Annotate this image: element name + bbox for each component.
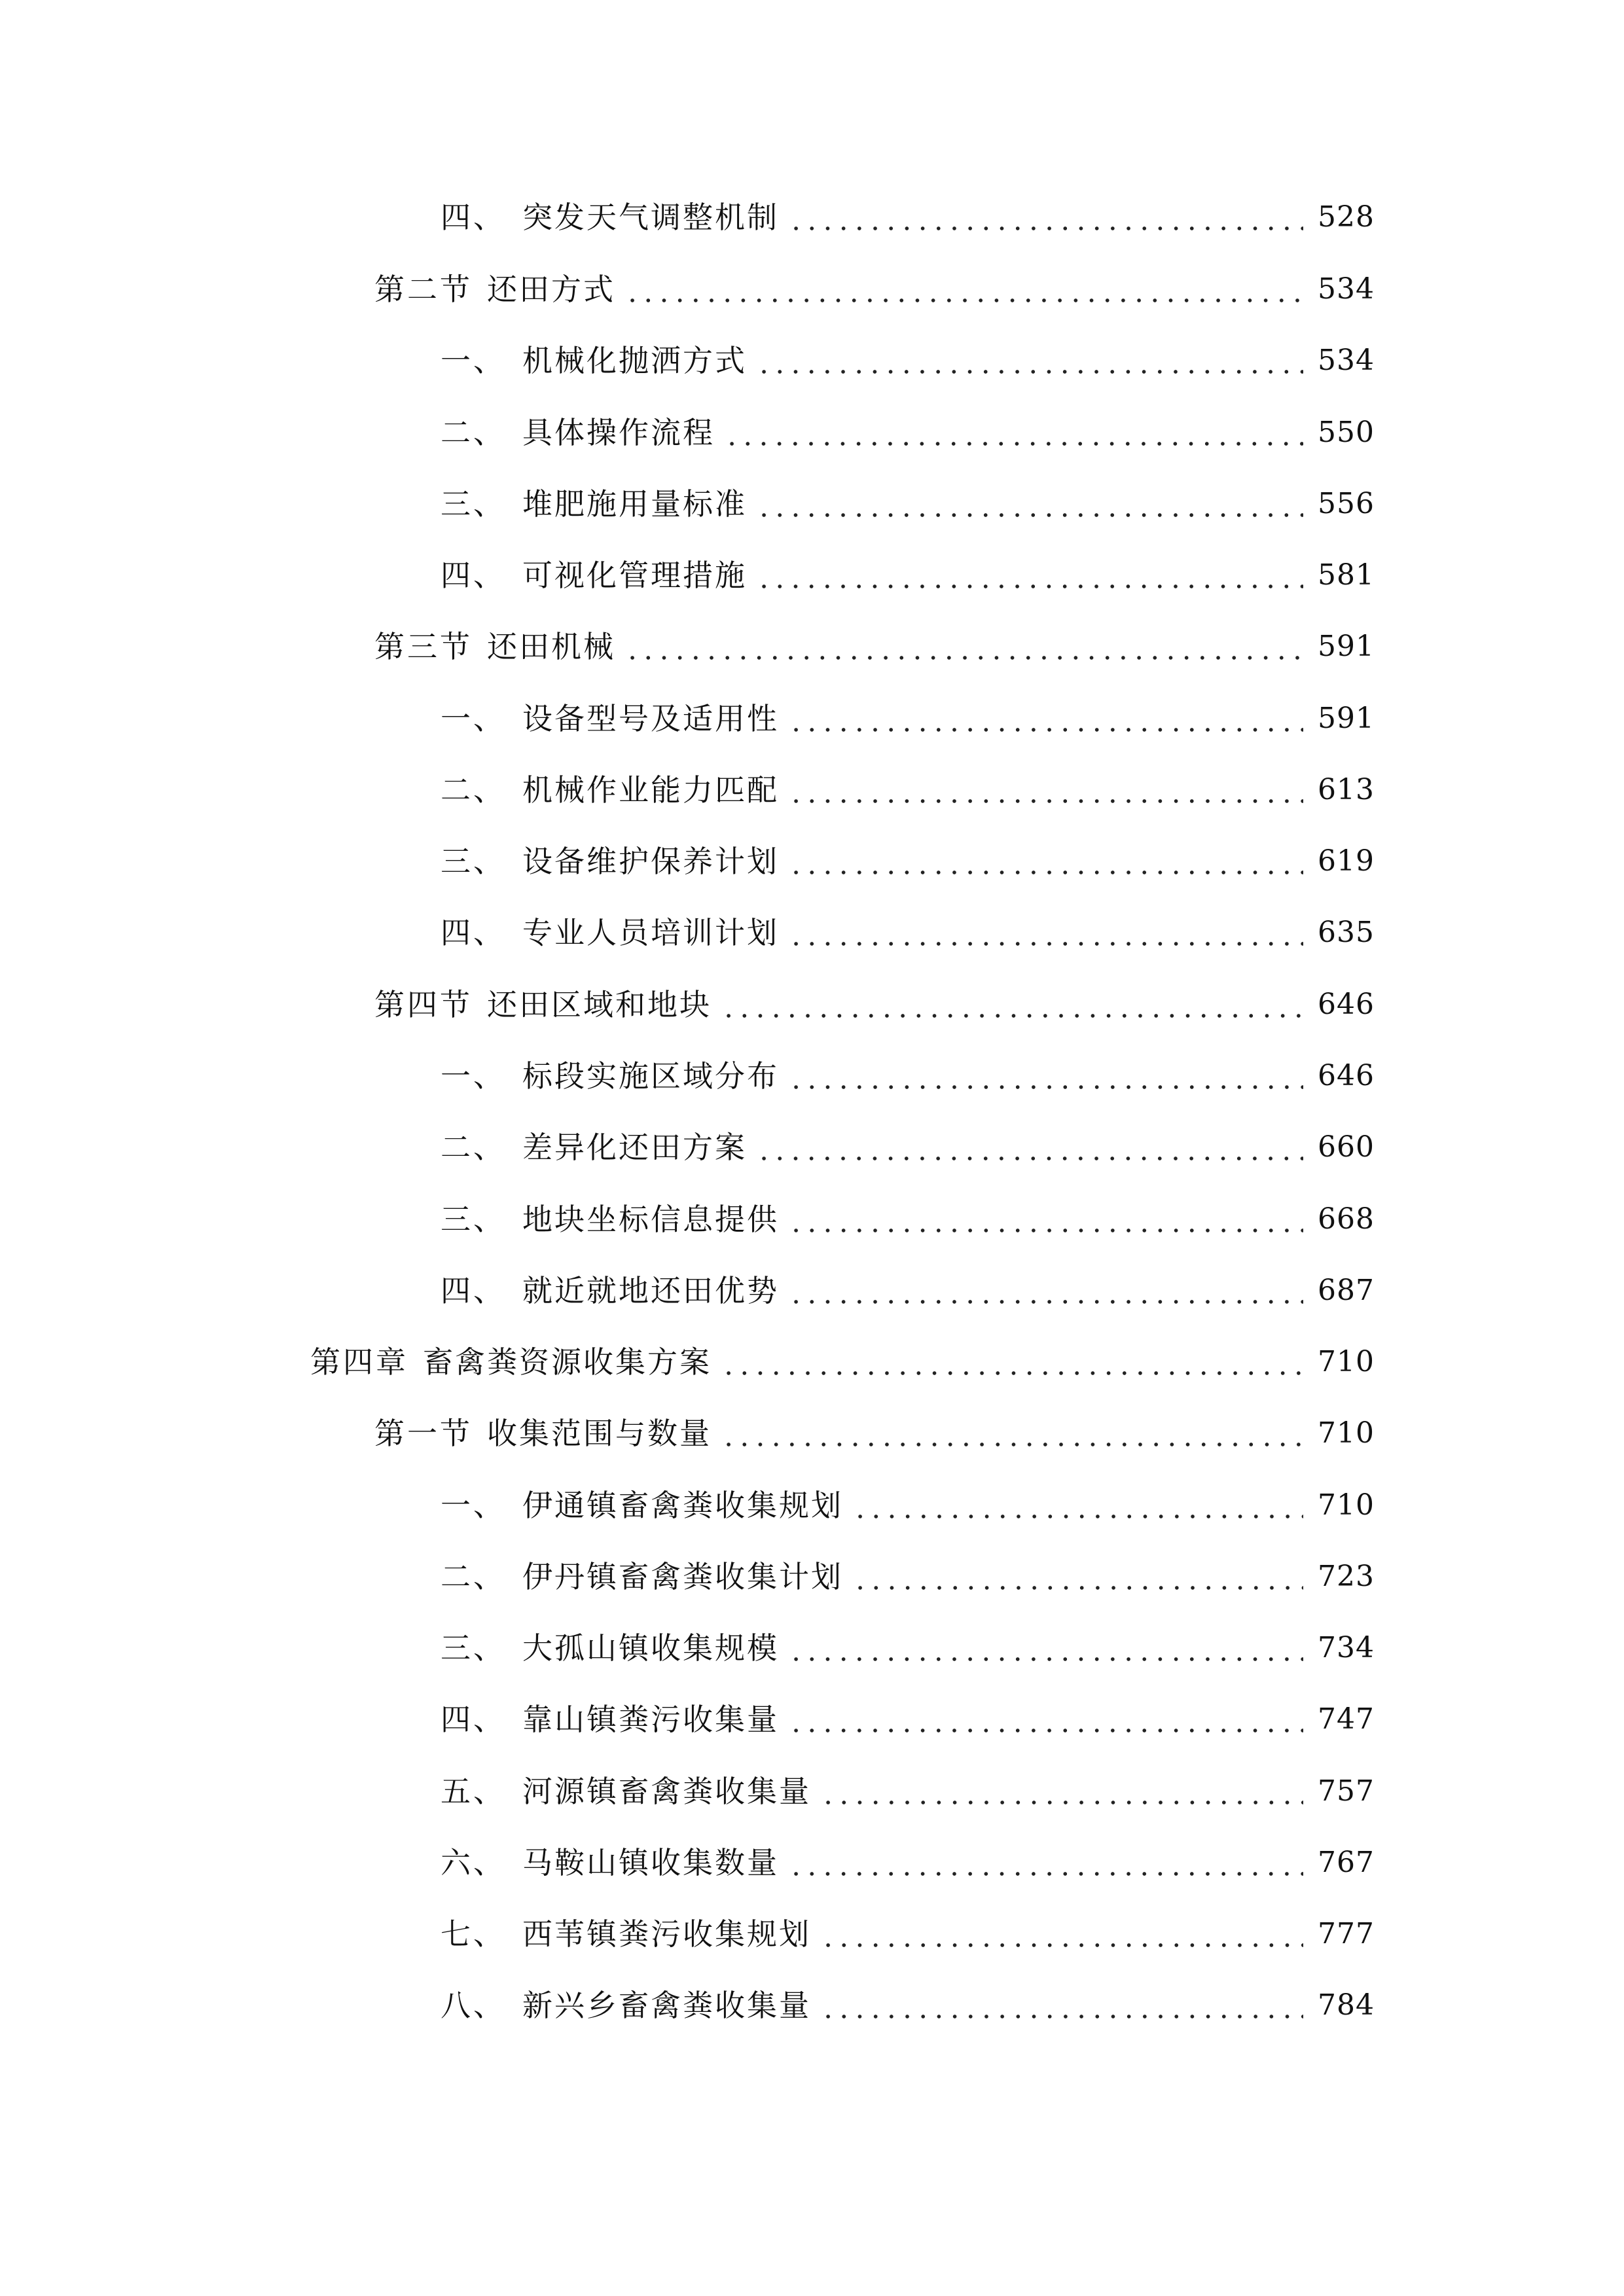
toc-entry-marker: 四、 — [441, 1273, 506, 1308]
toc-entry-title: 伊丹镇畜禽粪收集计划 — [522, 1559, 843, 1594]
toc-entry-page-number: 591 — [1318, 702, 1375, 735]
toc-entry[interactable] — [441, 835, 1375, 888]
toc-entry[interactable] — [441, 334, 1375, 387]
toc-entry-marker: 第四章 — [310, 1344, 408, 1380]
toc-entry-page-number: 747 — [1318, 1702, 1375, 1736]
toc-entry[interactable] — [441, 1622, 1375, 1674]
dot-leader — [724, 406, 1303, 459]
toc-entry-marker: 三、 — [441, 1202, 506, 1237]
toc-entry-marker: 二、 — [441, 1559, 506, 1594]
toc-entry[interactable] — [441, 1551, 1375, 1603]
toc-entry[interactable] — [441, 1693, 1375, 1746]
toc-entry-title: 河源镇畜禽粪收集量 — [522, 1774, 811, 1809]
toc-entry-page-number: 556 — [1318, 487, 1375, 520]
dot-leader — [788, 1265, 1303, 1317]
toc-entry-marker: 四、 — [441, 558, 506, 593]
toc-entry-page-number: 591 — [1318, 630, 1375, 663]
dot-leader — [788, 764, 1303, 816]
toc-entry-title: 机械作业能力匹配 — [522, 772, 779, 808]
toc-entry-marker: 一、 — [441, 343, 506, 378]
toc-entry-title: 收集范围与数量 — [487, 1416, 712, 1451]
toc-entry-title: 新兴乡畜禽粪收集量 — [522, 1988, 811, 2023]
dot-leader — [756, 334, 1303, 387]
toc-entry-title: 马鞍山镇收集数量 — [522, 1845, 779, 1880]
dot-leader — [756, 478, 1303, 530]
toc-entry-marker: 第一节 — [374, 1416, 473, 1451]
toc-entry-page-number: 710 — [1318, 1488, 1375, 1522]
toc-entry-page-number: 646 — [1318, 988, 1375, 1021]
dot-leader — [820, 1979, 1303, 2032]
toc-entry[interactable] — [441, 1265, 1375, 1317]
dot-leader — [721, 1336, 1303, 1388]
toc-entry-marker: 第四节 — [374, 987, 473, 1022]
toc-entry-marker: 一、 — [441, 701, 506, 736]
toc-entry-title: 靠山镇粪污收集量 — [522, 1702, 779, 1737]
dot-leader — [788, 1693, 1303, 1746]
toc-entry-marker: 四、 — [441, 200, 506, 235]
toc-entry-title: 还田方式 — [487, 272, 615, 307]
toc-entry[interactable] — [441, 1050, 1375, 1102]
dot-leader — [788, 1050, 1303, 1102]
toc-entry-page-number: 710 — [1318, 1345, 1375, 1378]
toc-entry-title: 西苇镇粪污收集规划 — [522, 1916, 811, 1952]
toc-entry-title: 差异化还田方案 — [522, 1130, 747, 1165]
toc-entry-page-number: 687 — [1318, 1274, 1375, 1307]
toc-entry[interactable] — [441, 906, 1375, 959]
toc-entry[interactable] — [374, 1407, 1375, 1460]
dot-leader — [820, 1765, 1303, 1818]
toc-entry[interactable] — [441, 478, 1375, 530]
dot-leader — [721, 1407, 1303, 1460]
dot-leader — [624, 263, 1303, 315]
toc-entry-title: 还田区域和地块 — [487, 987, 712, 1022]
dot-leader — [721, 978, 1303, 1031]
toc-entry[interactable] — [441, 1121, 1375, 1174]
toc-entry[interactable] — [441, 1193, 1375, 1246]
dot-leader — [852, 1479, 1303, 1532]
toc-entry-title: 设备型号及适用性 — [522, 701, 779, 736]
toc-entry-page-number: 534 — [1318, 272, 1375, 306]
toc-entry-title: 就近就地还田优势 — [522, 1273, 779, 1308]
toc-entry-title: 具体操作流程 — [522, 415, 715, 450]
toc-entry[interactable] — [374, 620, 1375, 673]
toc-entry-marker: 六、 — [441, 1845, 506, 1880]
toc-entry[interactable] — [441, 692, 1375, 745]
toc-entry-marker: 五、 — [441, 1774, 506, 1809]
toc-entry-marker: 三、 — [441, 1630, 506, 1666]
toc-entry-page-number: 619 — [1318, 844, 1375, 878]
toc-entry-page-number: 777 — [1318, 1917, 1375, 1950]
toc-entry-page-number: 668 — [1318, 1202, 1375, 1236]
toc-entry-title: 机械化抛洒方式 — [522, 343, 747, 378]
toc-entry-marker: 八、 — [441, 1988, 506, 2023]
toc-entry[interactable] — [441, 549, 1375, 601]
toc-entry-page-number: 710 — [1318, 1416, 1375, 1450]
toc-entry-page-number: 613 — [1318, 773, 1375, 806]
dot-leader — [788, 191, 1303, 243]
dot-leader — [788, 1193, 1303, 1246]
toc-entry-title: 地块坐标信息提供 — [522, 1202, 779, 1237]
toc-entry[interactable] — [374, 263, 1375, 315]
toc-entry-marker: 第二节 — [374, 272, 473, 307]
toc-entry-title: 标段实施区域分布 — [522, 1058, 779, 1094]
toc-entry-marker: 一、 — [441, 1058, 506, 1094]
toc-entry-page-number: 646 — [1318, 1059, 1375, 1092]
toc-entry-marker: 二、 — [441, 1130, 506, 1165]
toc-entry-title: 堆肥施用量标准 — [522, 486, 747, 522]
dot-leader — [788, 835, 1303, 888]
dot-leader — [756, 549, 1303, 601]
toc-entry[interactable] — [441, 1908, 1375, 1960]
dot-leader — [788, 692, 1303, 745]
toc-entry-page-number: 528 — [1318, 200, 1375, 234]
toc-entry-title: 设备维护保养计划 — [522, 844, 779, 879]
toc-entry-page-number: 757 — [1318, 1774, 1375, 1808]
toc-entry-page-number: 581 — [1318, 558, 1375, 592]
toc-entry-title: 可视化管理措施 — [522, 558, 747, 593]
toc-entry-title: 伊通镇畜禽粪收集规划 — [522, 1488, 843, 1523]
toc-entry[interactable] — [374, 978, 1375, 1031]
dot-leader — [624, 620, 1303, 673]
toc-entry-page-number: 784 — [1318, 1988, 1375, 2022]
toc-entry[interactable] — [441, 406, 1375, 459]
toc-entry-marker: 四、 — [441, 1702, 506, 1737]
toc-entry-title: 大孤山镇收集规模 — [522, 1630, 779, 1666]
toc-entry[interactable] — [441, 191, 1375, 243]
toc-entry[interactable] — [441, 764, 1375, 816]
dot-leader — [788, 906, 1303, 959]
toc-entry-page-number: 723 — [1318, 1560, 1375, 1593]
toc-entry-page-number: 660 — [1318, 1130, 1375, 1164]
toc-entry-marker: 三、 — [441, 486, 506, 522]
toc-entry-title: 突发天气调整机制 — [522, 200, 779, 235]
toc-entry[interactable] — [310, 1336, 1375, 1388]
toc-entry-title: 还田机械 — [487, 629, 615, 664]
dot-leader — [788, 1622, 1303, 1674]
toc-entry-page-number: 734 — [1318, 1631, 1375, 1664]
toc-entry-page-number: 534 — [1318, 344, 1375, 377]
toc-entry-marker: 第三节 — [374, 629, 473, 664]
dot-leader — [820, 1908, 1303, 1960]
toc-entry-marker: 二、 — [441, 415, 506, 450]
toc-entry-marker: 七、 — [441, 1916, 506, 1952]
toc-entry-page-number: 635 — [1318, 916, 1375, 949]
toc-entry-page-number: 550 — [1318, 416, 1375, 449]
toc-entry[interactable] — [441, 1479, 1375, 1532]
toc-entry-title: 专业人员培训计划 — [522, 915, 779, 950]
toc-entry-marker: 四、 — [441, 915, 506, 950]
dot-leader — [756, 1121, 1303, 1174]
toc-entry-title: 畜禽粪资源收集方案 — [423, 1344, 712, 1380]
dot-leader — [788, 1837, 1303, 1889]
dot-leader — [852, 1551, 1303, 1603]
toc-entry[interactable] — [441, 1837, 1375, 1889]
toc-entry-marker: 二、 — [441, 772, 506, 808]
toc-entry-page-number: 767 — [1318, 1846, 1375, 1879]
toc-entry[interactable] — [441, 1765, 1375, 1818]
toc-entry[interactable] — [441, 1979, 1375, 2032]
toc-entry-marker: 三、 — [441, 844, 506, 879]
toc-entry-marker: 一、 — [441, 1488, 506, 1523]
